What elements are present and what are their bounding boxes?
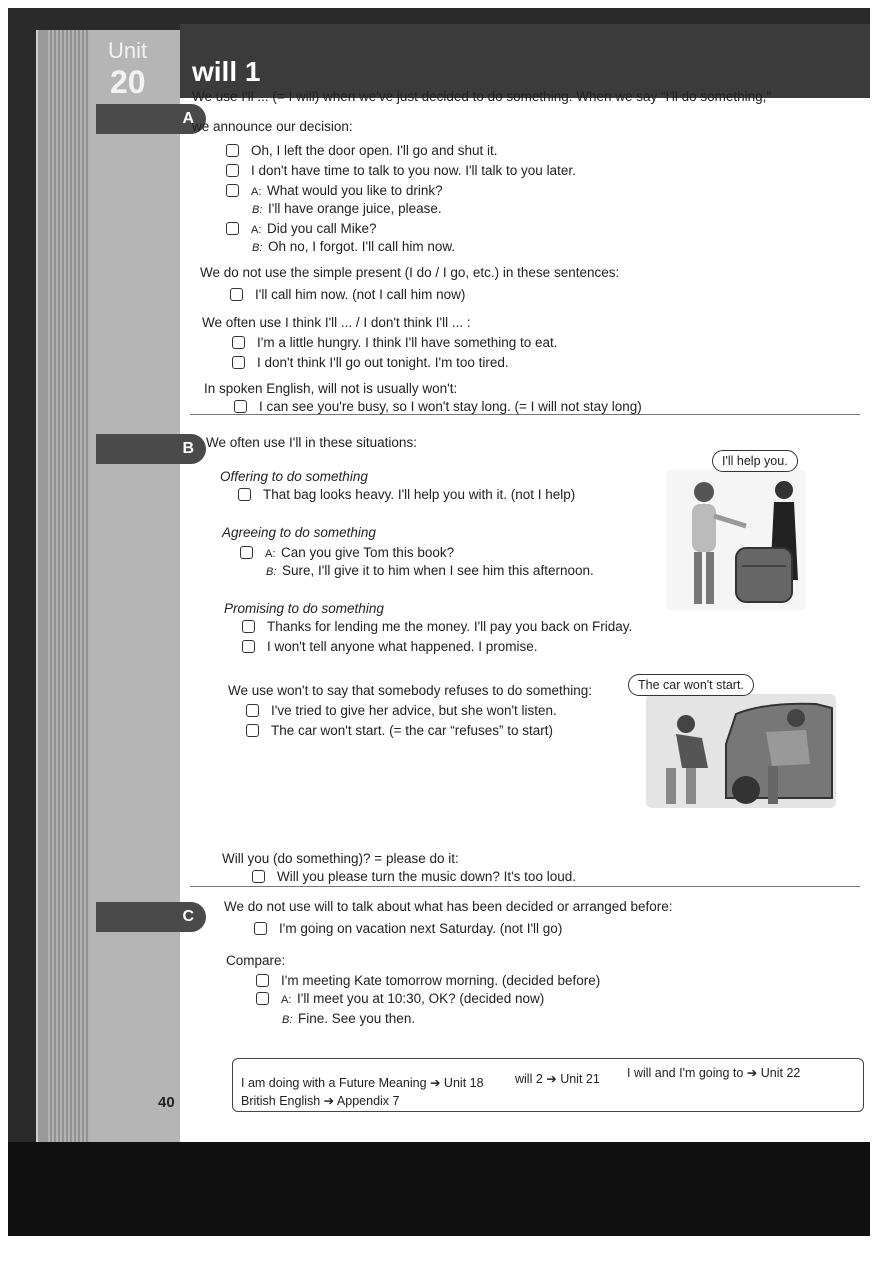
header-band — [180, 24, 870, 98]
example-bullet-icon — [242, 620, 255, 633]
example-bullet-icon — [226, 144, 239, 157]
b-sub-offering: Offering to do something — [220, 469, 368, 484]
example-bullet-icon — [226, 184, 239, 197]
a-rule-4: In spoken English, will not is usually won't: — [204, 381, 458, 396]
example-bullet-icon — [246, 724, 259, 737]
a-rule-2: We do not use the simple present (I do / I go, etc.) in these sentences: — [200, 265, 620, 280]
b-example-1: That bag looks heavy. I'll help you with it. (not I help) — [238, 486, 575, 504]
a-example-3b: B: I'll have orange juice, please. — [252, 201, 442, 216]
b-example-6: The car won't start. (= the car “refuses” to start) — [246, 722, 553, 740]
footer-references — [232, 1058, 864, 1112]
example-bullet-icon — [234, 400, 247, 413]
a-example-8: I can see you're busy, so I won't stay long. (= I will not stay long) — [234, 398, 642, 416]
example-bullet-icon — [256, 974, 269, 987]
b-intro: We often use I'll in these situations: — [206, 435, 417, 450]
divider-b-c — [190, 886, 860, 887]
a-rule-3: We often use I think I'll ... / I don't think I'll ... : — [202, 315, 471, 330]
scan-bottom-edge — [8, 1142, 870, 1236]
b-example-4: I won't tell anyone what happened. I promise. — [242, 638, 538, 656]
b-example-2b: B: Sure, I'll give it to him when I see him this afternoon. — [266, 563, 594, 578]
a-example-7: I don't think I'll go out tonight. I'm too tired. — [232, 354, 509, 372]
example-bullet-icon — [238, 488, 251, 501]
section-tab-a: A — [96, 104, 206, 134]
a-intro-line1: We use I'll ... (= I will) when we've just decided to do something. When we say “I'll do something,” — [192, 89, 771, 104]
speech-bubble-help: I'll help you. — [712, 450, 798, 472]
a-example-5: I'll call him now. (not I call him now) — [230, 286, 465, 304]
example-bullet-icon — [230, 288, 243, 301]
car-push-illustration-icon — [646, 694, 836, 808]
ref-unit-22[interactable]: I will and I'm going to ➔ Unit 22 — [627, 1066, 801, 1080]
ref-unit-21[interactable]: will 2 ➔ Unit 21 — [515, 1072, 600, 1086]
section-tab-b: B — [96, 434, 206, 464]
c-intro: We do not use will to talk about what has been decided or arranged before: — [224, 899, 673, 914]
b-rule-3: Will you (do something)? = please do it: — [222, 851, 459, 866]
people-bag-illustration-icon — [666, 470, 806, 610]
unit-label: Unit — [108, 38, 148, 63]
b-rule-2: We use won't to say that somebody refuses to do something: — [228, 683, 593, 698]
c-example-3b: B: Fine. See you then. — [282, 1011, 416, 1026]
page-number: 40 — [158, 1094, 175, 1111]
b-example-7: Will you please turn the music down? It's too loud. — [252, 868, 576, 886]
example-bullet-icon — [246, 704, 259, 717]
example-bullet-icon — [242, 640, 255, 653]
a-example-3a: A: What would you like to drink? — [226, 182, 443, 201]
example-bullet-icon — [226, 164, 239, 177]
c-example-3a: A: I'll meet you at 10:30, OK? (decided now) — [256, 990, 544, 1009]
c-compare: Compare: — [226, 953, 286, 968]
b-example-5: I've tried to give her advice, but she won't listen. — [246, 702, 557, 720]
example-bullet-icon — [254, 922, 267, 935]
b-sub-promising: Promising to do something — [224, 601, 384, 616]
a-example-2: I don't have time to talk to you now. I'll talk to you later. — [226, 162, 576, 180]
example-bullet-icon — [226, 222, 239, 235]
b-sub-agreeing: Agreeing to do something — [222, 525, 376, 540]
example-bullet-icon — [240, 546, 253, 559]
page-title: will 1 — [192, 56, 261, 87]
c-example-1: I'm going on vacation next Saturday. (not I'll go) — [254, 920, 562, 938]
c-example-2: I'm meeting Kate tomorrow morning. (decided before) — [256, 972, 600, 990]
ref-unit-18[interactable]: I am doing with a Future Meaning ➔ Unit 18 — [241, 1076, 484, 1090]
section-tab-c: C — [96, 902, 206, 932]
example-bullet-icon — [232, 356, 245, 369]
speech-bubble-car: The car won't start. — [628, 674, 754, 696]
example-bullet-icon — [232, 336, 245, 349]
a-example-4b: B: Oh no, I forgot. I'll call him now. — [252, 239, 456, 254]
unit-number: 20 — [110, 64, 146, 100]
a-example-6: I'm a little hungry. I think I'll have something to eat. — [232, 334, 558, 352]
b-example-3: Thanks for lending me the money. I'll pay you back on Friday. — [242, 618, 632, 636]
ref-appendix-7[interactable]: British English ➔ Appendix 7 — [241, 1094, 400, 1108]
example-bullet-icon — [252, 870, 265, 883]
b-example-2a: A: Can you give Tom this book? — [240, 544, 454, 563]
illustration-car — [646, 694, 836, 808]
example-bullet-icon — [256, 992, 269, 1005]
a-example-4a: A: Did you call Mike? — [226, 220, 377, 239]
a-example-1: Oh, I left the door open. I'll go and shut it. — [226, 142, 497, 160]
unit-badge — [98, 28, 180, 104]
illustration-help-bag — [666, 470, 806, 610]
a-intro-line2: we announce our decision: — [192, 119, 353, 134]
